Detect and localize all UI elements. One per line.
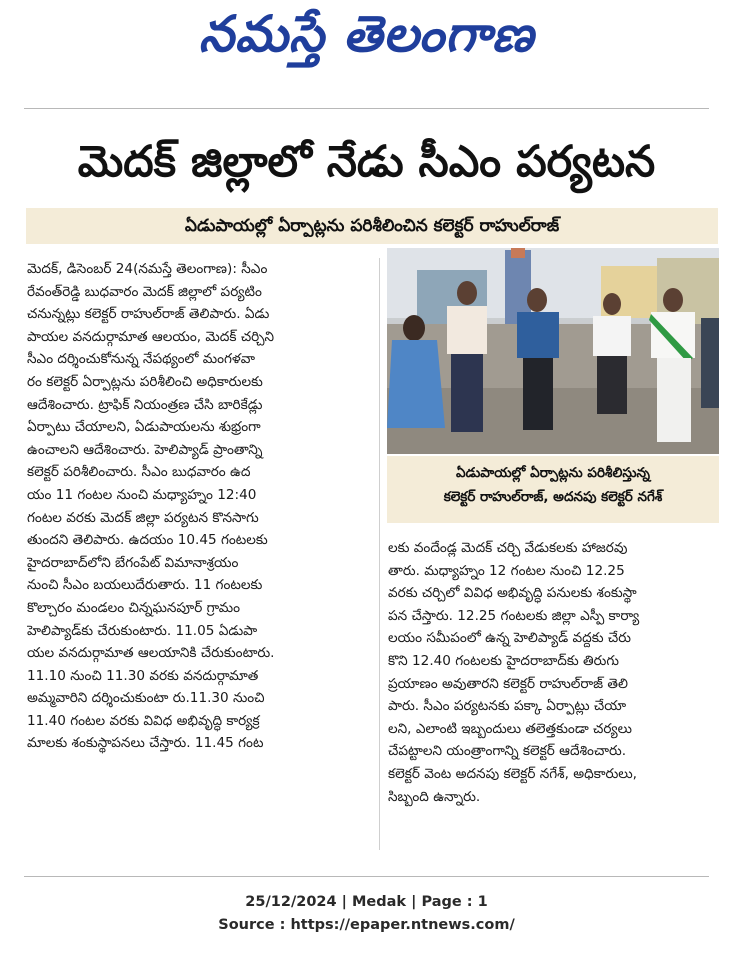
body-line: వరకు చర్చిలో వివిధ అభివృద్ధి పనులకు శంకుస్థా xyxy=(388,585,637,602)
article-body-left-column xyxy=(27,258,373,755)
body-line: చనున్నట్లు కలెక్టర్ రాహుల్‌రాజ్ తెలిపారు. ఏడు xyxy=(27,306,270,323)
body-line: ఏర్పాటు చేయాలని, ఏడుపాయలను శుభ్రంగా xyxy=(27,419,261,436)
photo-caption xyxy=(387,456,719,523)
body-line: ఉంచాలని ఆదేశించారు. హెలిప్యాడ్ ప్రాంతాన్ని xyxy=(27,441,263,458)
body-line: ఆదేశించారు. ట్రాఫిక్ నియంత్రణ చేసి బారికేడ్లు xyxy=(27,396,263,413)
photo-caption-line: కలెక్టర్ రాహుల్‌రాజ్, అదనపు కలెక్టర్ నగేశ్ xyxy=(443,489,663,505)
body-line: పారు. సీఎం పర్యటనకు పక్కా ఏర్పాట్లు చేయా xyxy=(388,698,627,715)
column-divider xyxy=(379,258,380,850)
body-line: కొల్చారం మండలం చిన్నఘనపూర్ గ్రామం xyxy=(27,599,240,616)
body-line: రేవంత్‌రెడ్డి బుధవారం మెదక్ జిల్లాలో పర్యటిం xyxy=(27,283,262,300)
body-line: పన చేస్తారు. 12.25 గంటలకు జిల్లా ఎస్పీ కార్యా xyxy=(388,607,640,624)
body-line: రం కలెక్టర్ ఏర్పాట్లను పరిశీలించి అధికారులకు xyxy=(27,373,263,390)
body-line: కలెక్టర్ వెంట అదనపు కలెక్టర్ నగేశ్, అధికారులు, xyxy=(388,765,637,782)
body-line: సిబ్బంది ఉన్నారు. xyxy=(388,788,481,805)
footer-source-line: Source : https://epaper.ntnews.com/ xyxy=(218,917,515,933)
body-line: కలెక్టర్ పరిశీలించారు. సీఎం బుధవారం ఉద xyxy=(27,464,251,481)
body-line: 11.10 నుంచి 11.30 వరకు వనదుర్గామాత xyxy=(27,667,259,684)
photo-illustration xyxy=(387,248,719,454)
body-line: 11.40 గంటల వరకు వివిధ అభివృద్ధి కార్యక్ర xyxy=(27,712,260,729)
masthead-divider xyxy=(24,108,709,109)
article-headline: మెదక్ జిల్లాలో నేడు సీఎం పర్యటన xyxy=(77,137,656,187)
photo-caption-line: ఏడుపాయల్లో ఏర్పాట్లను పరిశీలిస్తున్న xyxy=(456,465,650,481)
newspaper-title: నమస్తే తెలంగాణ xyxy=(198,5,535,63)
body-line: లకు వందేండ్ల మెదక్ చర్చి వేడుకలకు హాజరవు xyxy=(388,540,628,556)
body-line: కొని 12.40 గంటలకు హైదరాబాద్‌కు తిరుగు xyxy=(388,652,620,669)
body-line: అమ్మవారిని దర్శించుకుంటా రు.11.30 నుంచి xyxy=(27,690,265,707)
body-line: యం 11 గంటల నుంచి మధ్యాహ్నం 12:40 xyxy=(27,486,257,503)
masthead xyxy=(0,0,733,82)
body-line: మెదక్, డిసెంబర్ 24(నమస్తే తెలంగాణ): సీఎం xyxy=(27,261,268,277)
body-line: పాయల వనదుర్గామాత ఆలయం, మెదక్ చర్చిని xyxy=(27,328,275,345)
footer-date-line: 25/12/2024 | Medak | Page : 1 xyxy=(245,894,488,910)
body-line: తుందని తెలిపారు. ఉదయం 10.45 గంటలకు xyxy=(27,532,268,549)
body-line: హైదరాబాద్‌లోని బేగంపేట్ విమానాశ్రయం xyxy=(27,554,239,571)
body-line: సీఎం దర్శించుకోనున్న నేపథ్యంలో మంగళవా xyxy=(27,351,255,368)
body-line: గంటల వరకు మెదక్ జిల్లా పర్యటన కొనసాగు xyxy=(27,509,259,526)
body-line: చేపట్టాలని యంత్రాంగాన్ని కలెక్టర్ ఆదేశించారు. xyxy=(388,743,627,760)
body-line: నుంచి సీఎం బయలుదేరుతారు. 11 గంటలకు xyxy=(27,577,263,594)
body-line: తారు. మధ్యాహ్నం 12 గంటల నుంచి 12.25 xyxy=(388,562,625,579)
footer-divider xyxy=(24,876,709,877)
article-subhead: ఏడుపాయల్లో ఏర్పాట్లను పరిశీలించిన కలెక్టర్ రాహుల్‌రాజ్ xyxy=(26,208,718,244)
body-line: లని, ఎలాంటి ఇబ్బందులు తలెత్తకుండా చర్యలు xyxy=(388,720,632,737)
body-line: లయం సమీపంలో ఉన్న హెలిప్యాడ్ వద్దకు చేరు xyxy=(388,630,631,647)
body-line: యల వనదుర్గామాత ఆలయానికి చేరుకుంటారు. xyxy=(27,645,275,662)
article-photo xyxy=(387,248,719,454)
body-line: ప్రయాణం అవుతారని కలెక్టర్ రాహుల్‌రాజ్ తెలి xyxy=(388,675,628,692)
body-line: హెలిప్యాడ్‌కు చేరుకుంటారు. 11.05 ఏడుపా xyxy=(27,622,258,639)
article-body-right-column xyxy=(388,537,716,808)
body-line: మాలకు శంకుస్థాపనలు చేస్తారు. 11.45 గంట xyxy=(27,735,264,752)
